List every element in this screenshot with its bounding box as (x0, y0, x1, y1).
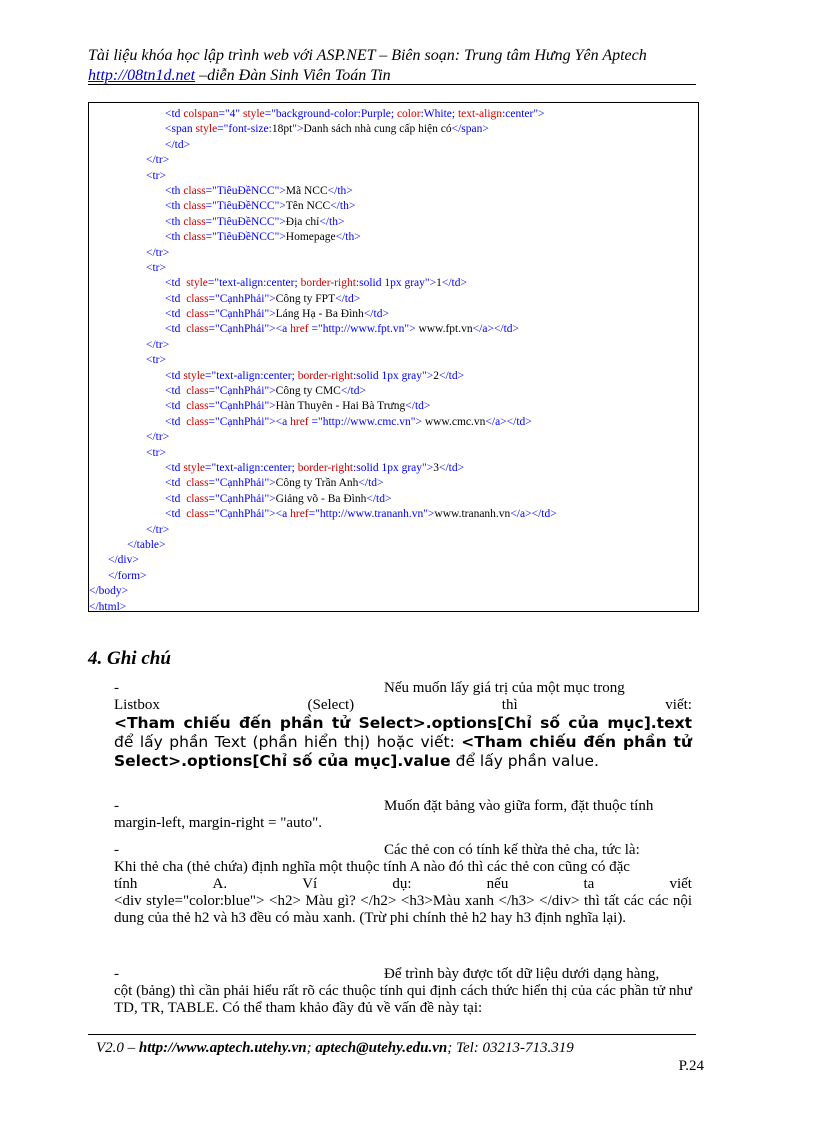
code-token: =" (205, 215, 217, 228)
code-token: =" (205, 184, 217, 197)
code-token: =" (208, 400, 220, 413)
code-token: </tr> (146, 154, 170, 167)
code-token: http://www.fpt.vn (322, 323, 405, 336)
note-text: để lấy phần Text (phần hiển thị) hoặc viết: (114, 733, 462, 751)
code-line (89, 446, 698, 461)
code-token: Láng Hạ - Ba Đình (275, 308, 364, 321)
note-word: Ví (302, 876, 318, 892)
note-bullet: - (114, 966, 119, 982)
code-token: "> (404, 323, 416, 336)
note-text: Nếu muốn lấy giá trị của một mục trong (384, 680, 625, 696)
code-line (89, 169, 698, 184)
note-word: viết (669, 876, 692, 892)
code-token: class (186, 477, 209, 490)
code-token: "><a (264, 323, 291, 336)
code-token: : (260, 369, 264, 382)
code-token: class (186, 323, 209, 336)
code-token: "> (264, 477, 276, 490)
code-token: </td> (438, 461, 465, 474)
code-token: <td (165, 400, 187, 413)
note-text: Để trình bày được tốt dữ liệu dưới dạng hàng, (384, 966, 660, 982)
code-token: http://www.cmc.vn (322, 415, 411, 428)
code-line (89, 307, 698, 322)
code-token: </td> (165, 138, 191, 151)
code-line (89, 338, 698, 353)
code-token: "> (264, 292, 276, 305)
code-token: <td (165, 508, 187, 521)
code-token: <td (165, 415, 187, 428)
code-token: </td> (340, 385, 366, 398)
code-token: ; (294, 277, 301, 290)
code-token: </body> (89, 585, 129, 598)
header-divider (88, 84, 696, 85)
code-line (89, 261, 698, 276)
code-token: </td> (405, 400, 431, 413)
code-token: =" (208, 492, 220, 505)
code-line (89, 399, 698, 414)
code-token: CạnhPhải (219, 292, 265, 305)
note-word: viết: (665, 697, 692, 713)
code-token: center (263, 461, 292, 474)
code-token: =" (207, 277, 220, 290)
note-text: <div style="color:blue"> <h2> Màu gì? </h2> <h3>Màu xanh </h3> </div> thì tất các các nội dung của thẻ h2 và h3 đều có màu xanh. (Trừ phi chính thẻ h2 hay h3 định nghĩa lại). (114, 893, 692, 926)
code-token: <td (165, 108, 184, 120)
code-token: class (186, 400, 209, 413)
code-token: Địa chỉ (285, 215, 320, 228)
code-line (89, 230, 698, 245)
code-token: "> (274, 184, 286, 197)
code-token: text-align (216, 369, 261, 382)
code-token: Công ty FPT (275, 292, 336, 305)
code-token: "> (410, 415, 422, 428)
code-token: =" (208, 415, 220, 428)
code-token: border-right (297, 369, 354, 382)
code-token: class (186, 292, 209, 305)
note-word: nếu (486, 876, 509, 892)
code-line (89, 600, 698, 615)
note-table-layout (114, 966, 692, 1017)
code-token: </td> (335, 292, 361, 305)
code-token: </a></td> (472, 323, 520, 336)
code-token: class (183, 215, 206, 228)
code-token: <tr> (146, 169, 166, 182)
header-link[interactable]: http://08tn1d.net (88, 67, 196, 84)
code-token: <td (165, 461, 184, 474)
code-token: style (183, 369, 206, 382)
page-footer (96, 1040, 574, 1057)
note-bullet: - (114, 680, 119, 696)
code-token: =" (308, 415, 323, 428)
code-token: href (290, 508, 309, 521)
code-line (89, 569, 698, 584)
code-token: =" (208, 477, 220, 490)
page-number: P.24 (678, 1058, 704, 1074)
code-token: ; (291, 369, 298, 382)
code-token: </a></td> (510, 508, 557, 521)
code-token: ; (390, 108, 397, 120)
code-token: : (268, 123, 272, 136)
code-token: </th> (319, 215, 345, 228)
code-token: 4 (229, 108, 236, 120)
code-token: www.cmc.vn (421, 415, 486, 428)
code-token: text-align (457, 108, 503, 120)
code-token: href (290, 323, 309, 336)
note-word: ta (583, 876, 595, 892)
code-token: border-right (297, 461, 354, 474)
note-listbox-value (114, 680, 692, 771)
code-token: <td (165, 492, 187, 505)
code-token: </th> (330, 200, 356, 213)
code-token: <th (165, 215, 184, 228)
note-word: Listbox (114, 697, 160, 713)
code-token: background-color (275, 108, 358, 120)
code-token: CạnhPhải (219, 400, 265, 413)
note-word: (Select) (307, 697, 355, 713)
code-token: </tr> (146, 523, 170, 536)
code-token: "> (422, 461, 434, 474)
code-token: center (263, 369, 292, 382)
header-subtitle: –diễn Đàn Sinh Viên Toán Tin (195, 67, 391, 84)
code-token: ; (291, 461, 298, 474)
code-token: solid 1px gray (356, 461, 423, 474)
note-text: Khi thẻ cha (thẻ chứa) định nghĩa một thuộc tính A nào đó thì các thẻ con cũng có đặc (114, 859, 630, 875)
code-token: <th (165, 184, 184, 197)
note-word: A. (212, 876, 228, 892)
note-word: dụ: (392, 876, 412, 892)
code-token: </th> (327, 184, 353, 197)
code-token: www.trananh.vn (434, 508, 511, 521)
code-token: : (420, 108, 424, 120)
code-token: href (290, 415, 309, 428)
code-token: center (266, 277, 295, 290)
code-line (89, 507, 698, 522)
code-line (89, 276, 698, 291)
code-token: "> (274, 215, 286, 228)
code-line (89, 122, 698, 137)
code-token: =" (208, 385, 220, 398)
code-line (89, 553, 698, 568)
code-line (89, 353, 698, 368)
note-code-text (114, 714, 692, 771)
code-token: CạnhPhải (219, 508, 265, 521)
code-token: </div> (108, 554, 139, 567)
footer-version: V2.0 – (96, 1040, 139, 1056)
code-token: =" (208, 308, 220, 321)
code-token: class (186, 508, 209, 521)
code-token: font-size (228, 123, 269, 136)
code-token: </td> (358, 477, 384, 490)
code-token: <tr> (146, 261, 166, 274)
code-token: =" (208, 292, 220, 305)
code-token: CạnhPhải (219, 492, 265, 505)
code-token: class (186, 308, 209, 321)
code-token: style (183, 461, 206, 474)
code-line (89, 461, 698, 476)
note-word: thì (501, 697, 518, 713)
code-token: </table> (127, 538, 166, 551)
code-token: </tr> (146, 338, 170, 351)
code-token: 3 (433, 461, 439, 474)
code-token: "> (423, 508, 435, 521)
code-token: Công ty Trần Anh (275, 477, 359, 490)
code-token: : (355, 277, 360, 290)
note-inheritance (114, 842, 692, 927)
code-token: </td> (441, 277, 467, 290)
code-token: "> (264, 308, 276, 321)
code-token: "> (424, 277, 437, 290)
code-token: <td (165, 385, 187, 398)
code-token: www.fpt.vn (415, 323, 473, 336)
code-token: "> (274, 231, 286, 244)
code-token: =" (205, 369, 217, 382)
note-text: để lấy phần value. (450, 752, 599, 770)
code-token: <td (165, 477, 187, 490)
code-token: </html> (89, 600, 127, 613)
code-token: =" (218, 108, 230, 120)
code-token: </td> (438, 369, 465, 382)
code-token: Tên NCC (285, 200, 331, 213)
code-token: =" (264, 108, 276, 120)
code-token: "> (422, 369, 434, 382)
code-token: </tr> (146, 431, 170, 444)
code-token: </tr> (146, 246, 170, 259)
code-token: <th (165, 200, 184, 213)
code-token: border-right (300, 277, 356, 290)
code-token: " (235, 108, 243, 120)
code-token: class (186, 492, 209, 505)
code-token: style (195, 123, 218, 136)
code-reference-text: <Tham chiếu đến phần tử Select>.options[Chỉ số của mục].text (114, 714, 692, 732)
code-token: </td> (363, 308, 389, 321)
code-token: : (260, 461, 264, 474)
page-header (88, 46, 698, 86)
note-center-table (114, 798, 692, 832)
code-token: =" (217, 123, 229, 136)
code-line (89, 369, 698, 384)
code-token: colspan (183, 108, 219, 120)
note-word: tính (114, 876, 138, 892)
code-token: 1 (436, 277, 442, 290)
code-token: </form> (108, 569, 147, 582)
code-token: TiêuĐềNCC (216, 200, 275, 213)
code-line (89, 430, 698, 445)
code-line (89, 415, 698, 430)
code-token: : (502, 108, 506, 120)
code-token: =" (205, 461, 217, 474)
code-token: </span> (451, 123, 489, 136)
code-token: TiêuĐềNCC (216, 215, 275, 228)
code-token: </td> (366, 492, 392, 505)
code-token: "> (533, 108, 545, 120)
code-token: Hàn Thuyên - Hai Bà Trưng (275, 400, 406, 413)
code-line (89, 246, 698, 261)
code-token: http://www.trananh.vn (319, 508, 424, 521)
code-token: <tr> (146, 446, 166, 459)
note-text: cột (bảng) thì cần phải hiểu rất rõ các thuộc tính qui định cách thức hiển thị của các phần tử như TD, TR, TABLE. Có thể tham khảo đầy đủ về vấn đề này tại: (114, 983, 692, 1016)
code-token: <td (165, 369, 184, 382)
code-token: Homepage (285, 231, 336, 244)
code-token: Giảng võ - Ba Đình (275, 492, 367, 505)
code-token: class (183, 184, 206, 197)
code-token: "> (264, 385, 276, 398)
code-token: class (186, 385, 209, 398)
code-token: CạnhPhải (219, 385, 265, 398)
footer-separator: ; (306, 1040, 316, 1056)
note-text: margin-left, margin-right = "auto". (114, 815, 323, 831)
code-line (89, 538, 698, 553)
code-token: CạnhPhải (219, 323, 265, 336)
code-token: =" (208, 323, 220, 336)
code-token: CạnhPhải (219, 415, 265, 428)
code-token: </a></td> (485, 415, 532, 428)
code-line (89, 215, 698, 230)
code-token: class (183, 200, 206, 213)
note-bullet: - (114, 798, 119, 814)
code-listing (88, 102, 699, 612)
code-token: <span (165, 123, 196, 136)
code-token: <td (165, 323, 187, 336)
code-token: <td (165, 277, 187, 290)
footer-phone: ; Tel: 03213-713.319 (447, 1040, 574, 1056)
code-token: Mã NCC (285, 184, 328, 197)
code-token: ; (451, 108, 458, 120)
code-token: Purple (360, 108, 391, 120)
footer-website: http://www.aptech.utehy.vn (138, 1040, 307, 1056)
code-token: =" (308, 323, 323, 336)
note-text: Muốn đặt bảng vào giữa form, đặt thuộc tính (384, 798, 654, 814)
code-line (89, 199, 698, 214)
section-heading: 4. Ghi chú (88, 648, 171, 669)
code-token: "><a (264, 415, 291, 428)
code-token: =" (208, 508, 220, 521)
code-token: 18pt (271, 123, 293, 136)
code-token: 2 (433, 369, 439, 382)
note-text: Các thẻ con có tính kế thừa thẻ cha, tức là: (384, 842, 640, 858)
code-token: Công ty CMC (275, 385, 341, 398)
code-token: : (353, 461, 357, 474)
code-token: =" (205, 200, 217, 213)
code-token: <th (165, 231, 184, 244)
code-token: style (242, 108, 265, 120)
code-token: <td (165, 292, 187, 305)
code-token: solid 1px gray (356, 369, 423, 382)
code-token: <tr> (146, 354, 166, 367)
code-token: <td (165, 308, 187, 321)
code-token: =" (308, 508, 320, 521)
code-token: "> (274, 200, 286, 213)
code-token: text-align (219, 277, 264, 290)
code-line (89, 584, 698, 599)
code-token: solid 1px gray (359, 277, 425, 290)
code-token: : (353, 369, 357, 382)
code-token: "> (264, 400, 276, 413)
code-line (89, 322, 698, 337)
code-line (89, 153, 698, 168)
note-bullet: - (114, 842, 119, 858)
code-token: : (357, 108, 361, 120)
code-reference-value: <Tham chiếu đến phần tử Select>.options[Chỉ số của mục].value (114, 733, 692, 770)
code-token: "> (264, 492, 276, 505)
code-token: class (183, 231, 206, 244)
code-token: CạnhPhải (219, 477, 265, 490)
footer-divider (88, 1034, 696, 1035)
code-token: White (423, 108, 452, 120)
code-line (89, 384, 698, 399)
footer-email: aptech@utehy.edu.vn (315, 1040, 448, 1056)
code-token: =" (205, 231, 217, 244)
code-token: class (186, 415, 209, 428)
code-token: center (505, 108, 534, 120)
code-line (89, 184, 698, 199)
code-token: style (186, 277, 208, 290)
code-line (89, 292, 698, 307)
code-token: TiêuĐềNCC (216, 184, 275, 197)
code-line (89, 492, 698, 507)
code-token: "><a (264, 508, 291, 521)
code-token: "> (292, 123, 304, 136)
code-token: : (263, 277, 267, 290)
code-line (89, 138, 698, 153)
header-title: Tài liệu khóa học lập trình web với ASP.NET – Biên soạn: Trung tâm Hưng Yên Aptech (88, 47, 647, 64)
code-token: text-align (216, 461, 261, 474)
code-token: </th> (335, 231, 361, 244)
code-token: color (396, 108, 421, 120)
code-line (89, 476, 698, 491)
code-token: Danh sách nhà cung cấp hiện có (303, 123, 452, 136)
code-token: TiêuĐềNCC (216, 231, 275, 244)
code-line (89, 523, 698, 538)
code-token: CạnhPhải (219, 308, 265, 321)
code-line (89, 107, 698, 122)
